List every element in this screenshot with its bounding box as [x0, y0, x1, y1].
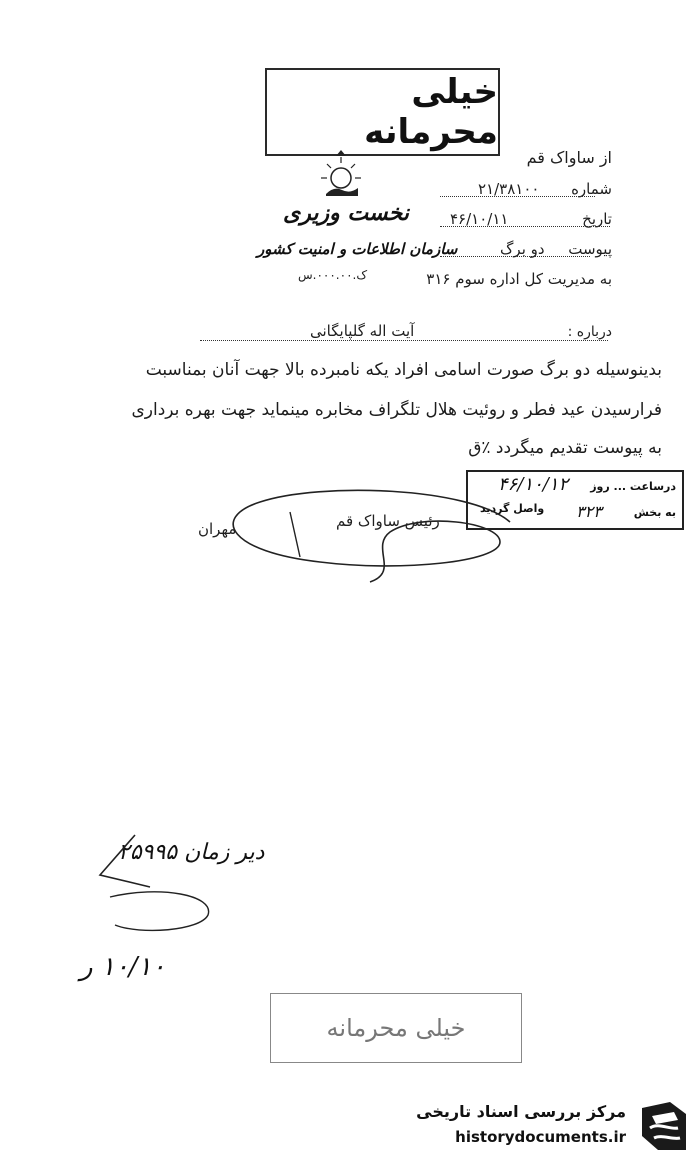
received-stamp-date-hand: ۴۶/۱۰/۱۲ [498, 474, 569, 495]
subject-label: درباره : [567, 324, 612, 340]
received-stamp-section-hand: ۳۲۳ [576, 502, 602, 521]
header-recipient: به مدیریت کل اداره سوم ۳۱۶ [426, 270, 612, 288]
header-date-value: ۴۶/۱۰/۱۱ [450, 210, 509, 228]
classification-stamp-text: خیلی محرمانه [364, 72, 498, 152]
handwritten-bracket [90, 825, 220, 935]
archive-org-name: مرکز بررسی اسناد تاریخی [416, 1102, 626, 1121]
body-line-3: به پیوست تقدیم میگردد ٪ق [468, 438, 662, 458]
body-line-1: بدینوسیله دو برگ صورت اسامی افراد یکه نامبرده بالا جهت آنان بمناسبت [145, 360, 662, 380]
archive-url: historydocuments.ir [455, 1128, 626, 1146]
handwritten-note: دیر زمان ۲۵۹۹۵ [118, 840, 265, 865]
classification-stamp [265, 68, 500, 156]
signature-name: مهران [198, 520, 237, 538]
header-number-label: شماره [571, 180, 612, 198]
subject-dotline [200, 340, 608, 341]
handwritten-ref: ۱۰/۱۰ ر [80, 952, 166, 982]
lion-and-sun-emblem-icon [312, 148, 370, 206]
bottom-stamp-text: خیلی محرمانه [326, 1014, 466, 1042]
document-center-logo-icon [636, 1100, 692, 1154]
header-attachment-label: پیوست [568, 240, 612, 258]
header-from: از ساواک قم [526, 148, 612, 167]
emblem-code: ک.۰۰۰.۰۰.س [298, 268, 368, 282]
archive-footer [412, 1096, 700, 1158]
header-number-value: ۲۱/۳۸۱۰۰ [478, 180, 540, 198]
signature-scribble [170, 482, 520, 592]
received-stamp-line2: به بخش [633, 506, 676, 519]
signature-title: رئیس ساواک قم [336, 512, 440, 530]
emblem-line1: نخست وزیری [283, 200, 409, 226]
header-date-label: تاریخ [582, 210, 612, 228]
emblem-line2: سازمان اطلاعات و امنیت کشور [257, 240, 458, 258]
subject-value: آیت اله گلپایگانی [310, 322, 415, 340]
header-attachment-value: دو برگ [500, 240, 545, 258]
received-stamp-delivered: واصل گردید [480, 502, 545, 515]
body-line-2: فرارسیدن عید فطر و روئیت هلال تلگراف مخابره مینماید جهت بهره برداری [131, 400, 662, 420]
bottom-classification-stamp [270, 993, 522, 1063]
received-stamp-line1: درساعت ... روز [590, 480, 676, 493]
